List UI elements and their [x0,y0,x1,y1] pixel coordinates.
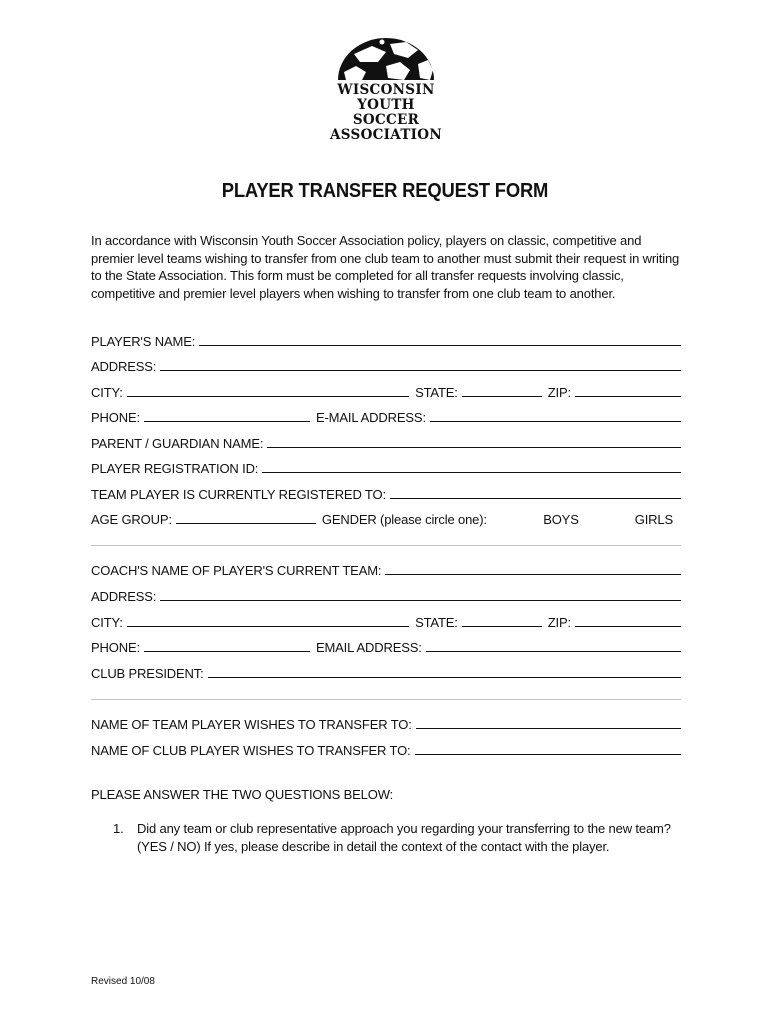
player-email-field[interactable] [430,420,681,422]
question-number: 1. [113,821,124,836]
coach-phone-field[interactable] [144,650,310,652]
new-team-row [91,714,681,732]
current-team-label: TEAM PLAYER IS CURRENTLY REGISTERED TO: [91,487,386,502]
parent-name-field[interactable] [267,446,681,448]
new-team-field[interactable] [416,727,681,729]
player-state-label: STATE: [415,385,458,400]
player-name-label: PLAYER'S NAME: [91,334,196,349]
player-phone-field[interactable] [144,420,310,422]
coach-zip-field[interactable] [575,625,681,627]
wysa-logo [330,36,442,156]
player-email-label: E-MAIL ADDRESS: [315,410,426,425]
coach-address-field[interactable] [160,599,681,601]
coach-city-row [91,612,681,630]
player-name-field[interactable] [199,344,681,346]
logo-line: SOCCER [352,112,420,128]
gender-option-boys[interactable]: BOYS [543,512,579,527]
coach-city-field[interactable] [127,625,409,627]
section-divider [91,699,681,700]
age-gender-row [91,509,681,527]
coach-phone-row [91,637,681,655]
coach-city-label: CITY: [91,615,123,630]
form-title: PLAYER TRANSFER REQUEST FORM [221,180,549,202]
coach-email-field[interactable] [426,650,681,652]
player-city-row [91,382,681,400]
current-team-row [91,484,681,502]
new-club-row [91,740,681,758]
new-club-label: NAME OF CLUB PLAYER WISHES TO TRANSFER TO: [91,743,411,758]
player-phone-row [91,407,681,425]
new-club-field[interactable] [415,753,682,755]
coach-email-label: EMAIL ADDRESS: [315,640,422,655]
registration-id-field[interactable] [262,471,681,473]
player-phone-label: PHONE: [91,410,140,425]
player-city-field[interactable] [127,395,409,397]
questions-heading: PLEASE ANSWER THE TWO QUESTIONS BELOW: [91,787,394,802]
current-team-field[interactable] [390,497,681,499]
coach-state-label: STATE: [415,615,458,630]
player-state-field[interactable] [462,395,542,397]
question-text: Did any team or club representative approach you regarding your transferring to the new team? (YES / NO) If yes, please describe in detail the context of the contact with the player. [137,821,671,854]
player-address-field[interactable] [160,369,681,371]
coach-zip-label: ZIP: [547,615,571,630]
club-president-row [91,663,681,681]
coach-name-field[interactable] [385,573,681,575]
club-president-field[interactable] [208,676,681,678]
registration-id-row [91,458,681,476]
age-group-label: AGE GROUP: [91,512,172,527]
logo-text [330,83,442,143]
club-president-label: CLUB PRESIDENT: [91,666,204,681]
logo-line: WISCONSIN [337,82,435,98]
questions-heading-row [91,784,681,802]
registration-id-label: PLAYER REGISTRATION ID: [91,461,259,476]
revision-note: Revised 10/08 [91,976,155,987]
coach-phone-label: PHONE: [91,640,140,655]
parent-name-label: PARENT / GUARDIAN NAME: [91,436,264,451]
coach-name-row [91,560,681,578]
coach-state-field[interactable] [462,625,542,627]
soccer-ball-globe-icon [334,36,438,82]
player-name-row [91,331,681,349]
coach-name-label: COACH'S NAME OF PLAYER'S CURRENT TEAM: [91,563,382,578]
section-divider [91,545,681,546]
gender-label: GENDER (please circle one): [321,512,487,527]
player-city-label: CITY: [91,385,123,400]
question-item [113,820,681,855]
age-group-field[interactable] [176,522,316,524]
player-address-row [91,356,681,374]
gender-option-girls[interactable]: GIRLS [634,512,673,527]
new-team-label: NAME OF TEAM PLAYER WISHES TO TRANSFER TO: [91,717,412,732]
player-address-label: ADDRESS: [91,359,157,374]
player-zip-label: ZIP: [547,385,571,400]
intro-paragraph: In accordance with Wisconsin Youth Soccer Association policy, players on classic, competitive and premier level teams wishing to transfer from one club team to another must submit their request in writing to the State Association. This form must be completed for all transfer requests involving classic, competitive and premier level players when wishing to transfer from one club team to another. [91,233,680,301]
player-zip-field[interactable] [575,395,681,397]
coach-address-label: ADDRESS: [91,589,157,604]
logo-line: YOUTH [357,97,415,113]
parent-name-row [91,433,681,451]
coach-address-row [91,586,681,604]
logo-line: ASSOCIATION [330,127,442,143]
